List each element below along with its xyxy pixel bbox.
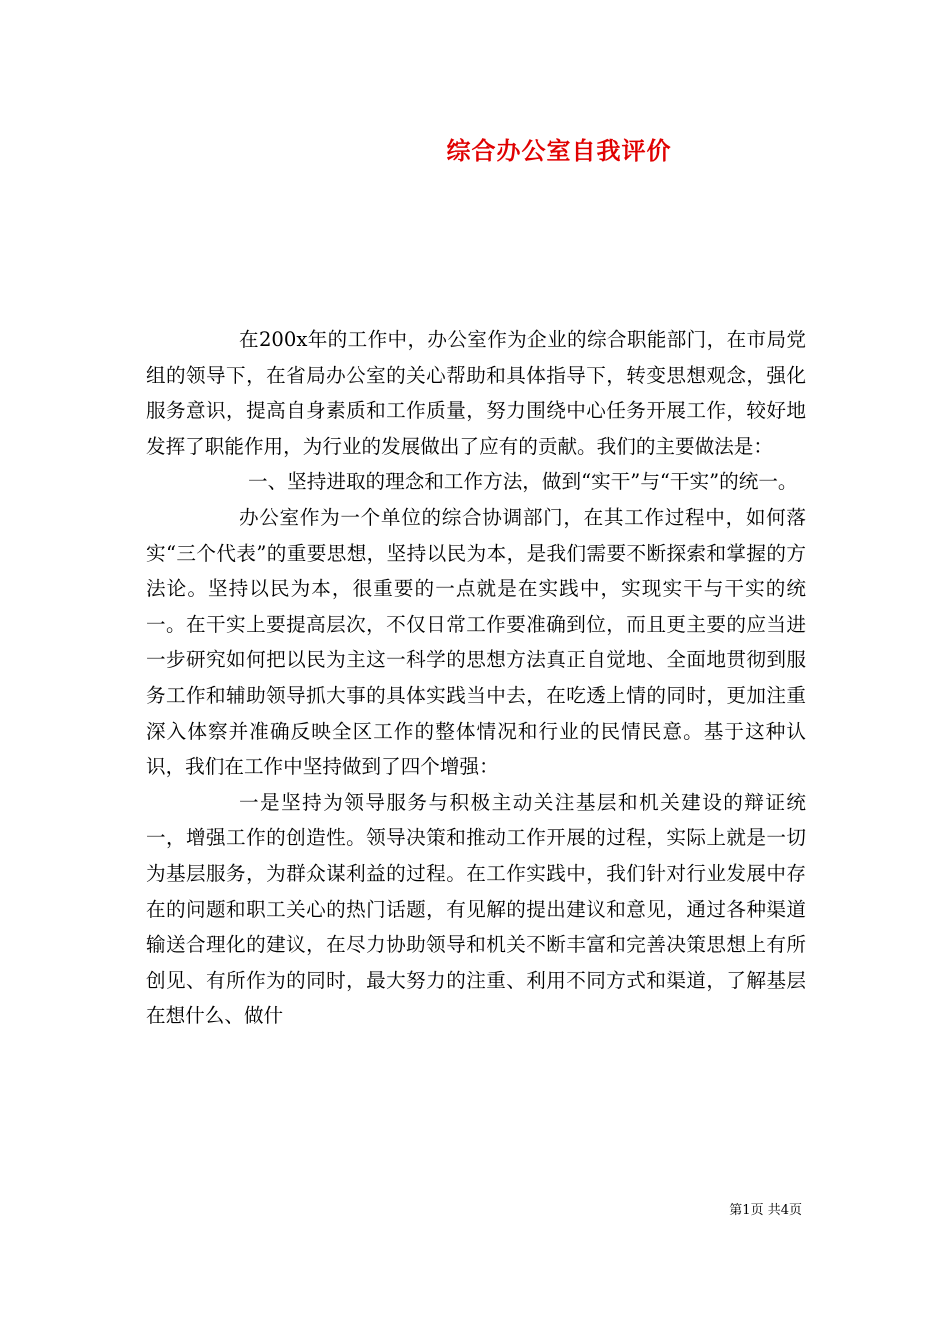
footer-middle: 页 共 (750, 1203, 781, 1218)
footer-total-pages: 4 (780, 1203, 789, 1218)
section-heading-1: 一、坚持进取的理念和工作方法，做到“实干”与“干实”的统一。 (248, 470, 798, 494)
document-body (146, 322, 806, 1034)
footer-suffix: 页 (788, 1203, 802, 1218)
paragraph-office-role: 办公室作为一个单位的综合协调部门，在其工作过程中，如何落实“三个代表”的重要思想，坚持以民为本，是我们需要不断探索和掌握的方法论。坚持以民为本，很重要的一点就是在实践中，实现实干与干实的统一。在干实上要提高层次，不仅日常工作要准确到位，而且更主要的应当进一步研究如何把以民为主这一科学的思想方法真正自觉地、全面地贯彻到服务工作和辅助领导抓大事的具体实践当中去，在吃透上情的同时，更加注重深入体察并准确反映全区工作的整体情况和行业的民情民意。基于这种认识，我们在工作中坚持做到了四个增强： (146, 505, 806, 779)
paragraph-point-one: 一是坚持为领导服务与积极主动关注基层和机关建设的辩证统一，增强工作的创造性。领导决策和推动工作开展的过程，实际上就是一切为基层服务，为群众谋利益的过程。在工作实践中，我们针对行业发展中存在的问题和职工关心的热门话题，有见解的提出建议和意见，通过各种渠道输送合理化的建议，在尽力协助领导和机关不断丰富和完善决策思想上有所创见、有所作为的同时，最大努力的注重、利用不同方式和渠道，了解基层在想什么、做什 (146, 790, 806, 1028)
footer-current-page: 1 (742, 1203, 751, 1218)
document-title (0, 133, 950, 169)
footer-prefix: 第 (729, 1203, 743, 1218)
document-title-text: 综合办公室自我评价 (446, 136, 672, 165)
paragraph-intro: 在200x年的工作中，办公室作为企业的综合职能部门，在市局党组的领导下，在省局办公室的关心帮助和具体指导下，转变思想观念，强化服务意识，提高自身素质和工作质量，努力围绕中心任务开展工作，较好地发挥了职能作用，为行业的发展做出了应有的贡献。我们的主要做法是： (146, 328, 806, 458)
page-footer (729, 1202, 802, 1220)
